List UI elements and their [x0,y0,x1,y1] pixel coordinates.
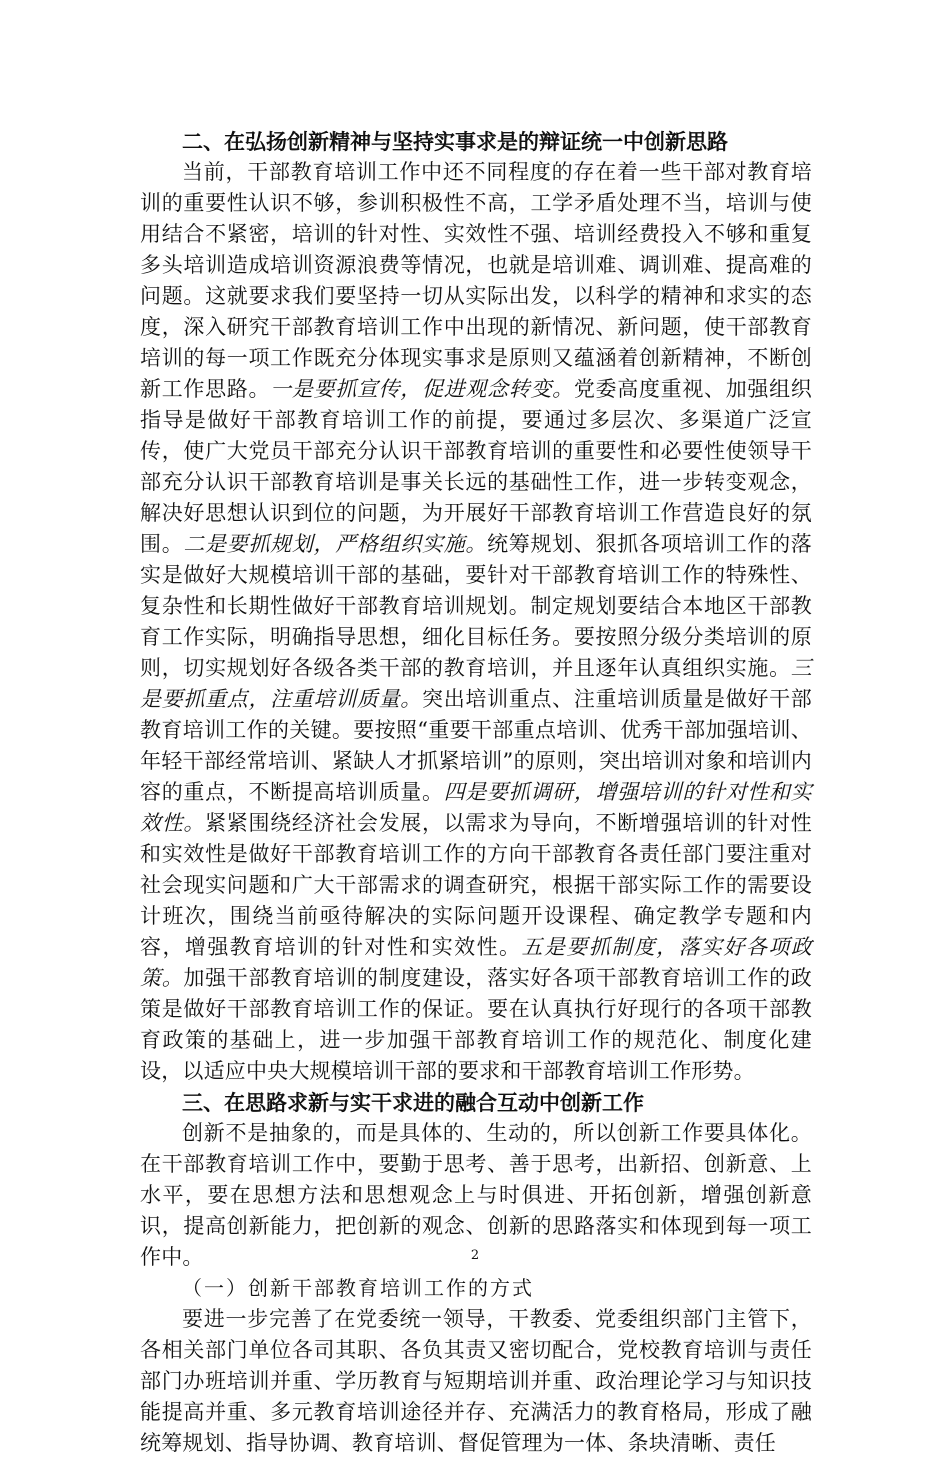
subsection-heading: （一）创新干部教育培训工作的方式 [182,1276,534,1300]
paragraph-text: 紧紧围绕经济社会发展，以需求为导向，不断增强培训的针对性和实效性是做好干部教育培训工作的方向干部教育各责任部门要注重对社会现实问题和广大干部需求的调查研究，根据干部实际工作的需要设计班次，围绕当前亟待解决的实际问题开设课程、确定教学专题和内容，增强教育培训的针对性和实效性。 [140,811,812,959]
paragraph-text: 统筹规划、狠抓各项培训工作的落实是做好大规模培训干部的基础，要针对干部教育培训工作的特殊性、复杂性和长期性做好干部教育培训规划。制定规划要结合本地区干部教育工作实际，明确指导思想，细化目标任务。要按照分级分类培训的原则，切实规划好各级各类干部的教育培训，并且逐年认真组织实施。 [140,532,812,680]
paragraph [140,157,812,1087]
paragraph-text: 加强干部教育培训的制度建设，落实好各项干部教育培训工作的政策是做好干部教育培训工作的保证。要在认真执行好现行的各项干部教育政策的基础上，进一步加强干部教育培训工作的规范化、制度化建设，以适应中央大规模培训干部的要求和干部教育培训工作形势。 [140,966,812,1083]
paragraph-text: 突出培训重点、注重培训质量是做好干部教育培训工作的关键。要按照“重要干部重点培训、优秀干部加强培训、年轻干部经常培训、紧缺人才抓紧培训”的原则，突出培训对象和培训内容的重点，不断提高培训质量。 [140,687,812,804]
paragraph: 创新不是抽象的，而是具体的、生动的，所以创新工作要具体化。在干部教育培训工作中，要勤于思考、善于思考，出新招、创新意、上水平，要在思想方法和思想观念上与时俱进、开拓创新，增强创新意识，提高创新能力，把创新的观念、创新的思路落实和体现到每一项工作中。 [140,1121,812,1269]
emphasis-point-2: 二是要抓规划，严格组织实施。 [183,532,488,556]
emphasis-point-5: 五是要抓制度，落实好各项政策。 [140,935,812,990]
emphasis-point-3: 三是要抓重点，注重培训质量。 [140,656,812,711]
section-heading-2: 二、在弘扬创新精神与坚持实事求是的辩证统一中创新思路 [182,129,728,154]
section-heading-3: 三、在思路求新与实干求进的融合互动中创新工作 [182,1090,644,1115]
paragraph-text: 党委高度重视、加强组织指导是做好干部教育培训工作的前提，要通过多层次、多渠道广泛宣传，使广大党员干部充分认识干部教育培训的重要性和必要性使领导干部充分认识干部教育培训是事关长远的基础性工作，进一步转变观念，解决好思想认识到位的问题，为开展好干部教育培训工作营造良好的氛围。 [140,377,812,556]
emphasis-point-4: 四是要抓调研，增强培训的针对性和实效性。 [140,780,812,835]
paragraph-text: 当前，干部教育培训工作中还不同程度的存在着一些干部对教育培训的重要性认识不够，参训积极性不高，工学矛盾处理不当，培训与使用结合不紧密，培训的针对性、实效性不强、培训经费投入不够和重复多头培训造成培训资源浪费等情况，也就是培训难、调训难、提高难的问题。这就要求我们要坚持一切从实际出发，以科学的精神和求实的态度，深入研究干部教育培训工作中出现的新情况、新问题，使干部教育培训的每一项工作既充分体现实事求是原则又蕴涵着创新精神，不断创新工作思路。 [140,160,812,401]
paragraph: 要进一步完善了在党委统一领导，干教委、党委组织部门主管下，各相关部门单位各司其职、各负其责又密切配合，党校教育培训与责任部门办班培训并重、学历教育与短期培训并重、政治理论学习与知识技能提高并重、多元教育培训途径并存、充满活力的教育格局，形成了融统筹规划、指导协调、教育培训、督促管理为一体、条块清晰、责任 [140,1307,812,1455]
emphasis-point-1: 一是要抓宣传，促进观念转变。 [270,377,574,401]
page-number: 2 [470,1248,480,1263]
